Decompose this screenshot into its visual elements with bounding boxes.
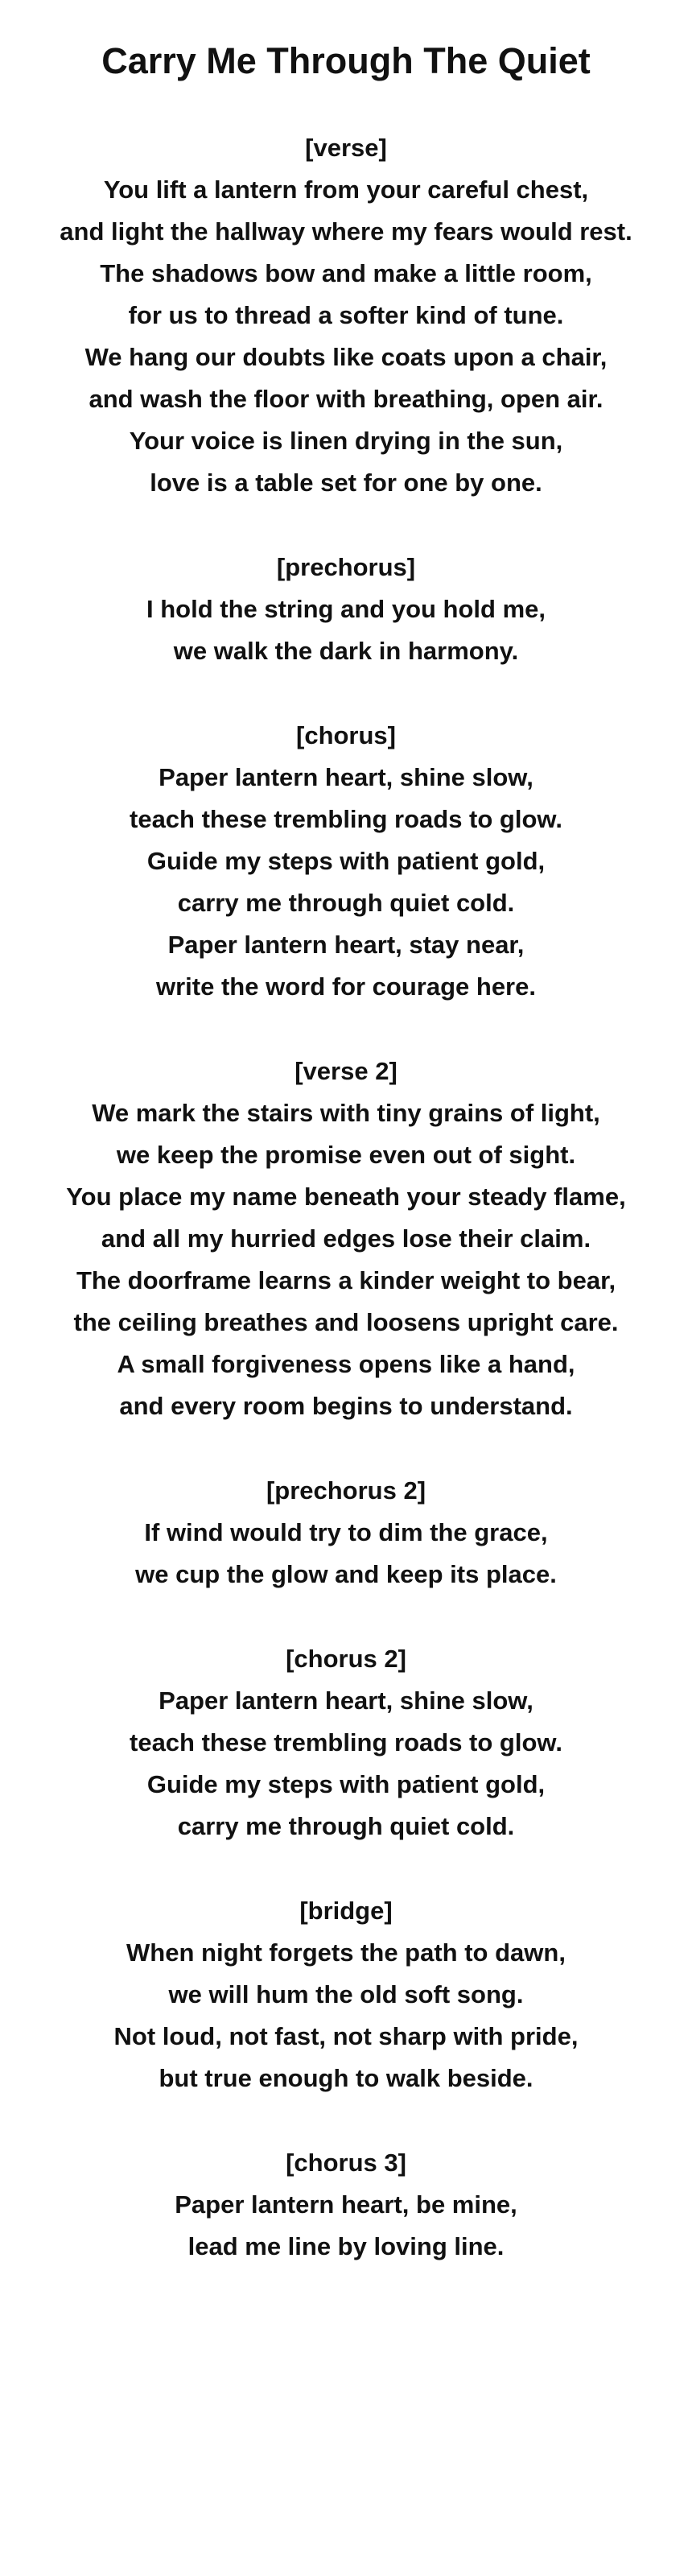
lyric-line: You place my name beneath your steady flame, <box>66 1183 626 1211</box>
lyric-line: You lift a lantern from your careful chest, <box>103 175 589 204</box>
lyric-line: teach these trembling roads to glow. <box>130 805 562 833</box>
lyric-line: Guide my steps with patient gold, <box>146 1770 546 1798</box>
lyric-line: Paper lantern heart, shine slow, <box>159 763 533 791</box>
lyric-line: Paper lantern heart, shine slow, <box>159 1686 533 1715</box>
lyric-line: Not loud, not fast, not sharp with pride, <box>113 2022 579 2050</box>
lyric-line: Paper lantern heart, stay near, <box>167 931 525 959</box>
lyric-line: Guide my steps with patient gold, <box>146 847 546 875</box>
lyric-line: and light the hallway where my fears would rest. <box>60 217 632 246</box>
section-tag: [verse] <box>305 134 387 162</box>
lyric-line: I hold the string and you hold me, <box>146 595 546 623</box>
lyric-line: We mark the stairs with tiny grains of light, <box>92 1099 600 1127</box>
section-tag: [chorus 2] <box>286 1645 406 1673</box>
lyric-line: we will hum the old soft song. <box>168 1980 524 2008</box>
section-tag: [verse 2] <box>295 1057 397 1085</box>
lyric-line: we keep the promise even out of sight. <box>116 1141 576 1169</box>
section-tag: [prechorus] <box>276 553 416 581</box>
lyric-line: and every room begins to understand. <box>119 1392 573 1420</box>
lyrics-section <box>0 2142 692 2268</box>
lyric-line: Your voice is linen drying in the sun, <box>129 427 563 455</box>
lyrics-section <box>0 127 692 504</box>
section-tag: [prechorus 2] <box>266 1476 426 1505</box>
lyric-line: The shadows bow and make a little room, <box>100 259 592 287</box>
lyric-line: We hang our doubts like coats upon a chair, <box>84 343 608 371</box>
lyrics-section <box>0 547 692 672</box>
lyrics-body <box>0 127 692 2268</box>
lyrics-section <box>0 1890 692 2099</box>
song-title: Carry Me Through The Quiet <box>101 40 591 81</box>
lyric-line: we cup the glow and keep its place. <box>135 1560 557 1588</box>
lyrics-section <box>0 715 692 1008</box>
lyric-line: carry me through quiet cold. <box>177 1812 515 1840</box>
lyric-line: the ceiling breathes and loosens upright care. <box>73 1308 619 1336</box>
lyric-line: lead me line by loving line. <box>187 2232 505 2260</box>
lyrics-section <box>0 1051 692 1427</box>
lyrics-section <box>0 1638 692 1847</box>
lyric-line: The doorframe learns a kinder weight to bear, <box>76 1266 616 1294</box>
lyric-line: When night forgets the path to dawn, <box>126 1938 566 1967</box>
lyric-line: If wind would try to dim the grace, <box>144 1518 548 1546</box>
lyric-line: teach these trembling roads to glow. <box>130 1728 562 1757</box>
lyric-line: for us to thread a softer kind of tune. <box>128 301 564 329</box>
lyric-line: carry me through quiet cold. <box>177 889 515 917</box>
lyric-line: and all my hurried edges lose their claim. <box>101 1224 591 1253</box>
section-tag: [chorus 3] <box>286 2149 406 2177</box>
lyric-line: but true enough to walk beside. <box>159 2064 533 2092</box>
section-tag: [chorus] <box>296 721 396 749</box>
section-tag: [bridge] <box>299 1897 393 1925</box>
lyric-line: write the word for courage here. <box>156 972 536 1001</box>
lyric-line: love is a table set for one by one. <box>150 469 542 497</box>
lyric-line: A small forgiveness opens like a hand, <box>117 1350 575 1378</box>
lyric-line: and wash the floor with breathing, open air. <box>89 385 603 413</box>
lyric-line: we walk the dark in harmony. <box>173 637 519 665</box>
lyric-line: Paper lantern heart, be mine, <box>175 2190 517 2219</box>
lyrics-section <box>0 1470 692 1596</box>
